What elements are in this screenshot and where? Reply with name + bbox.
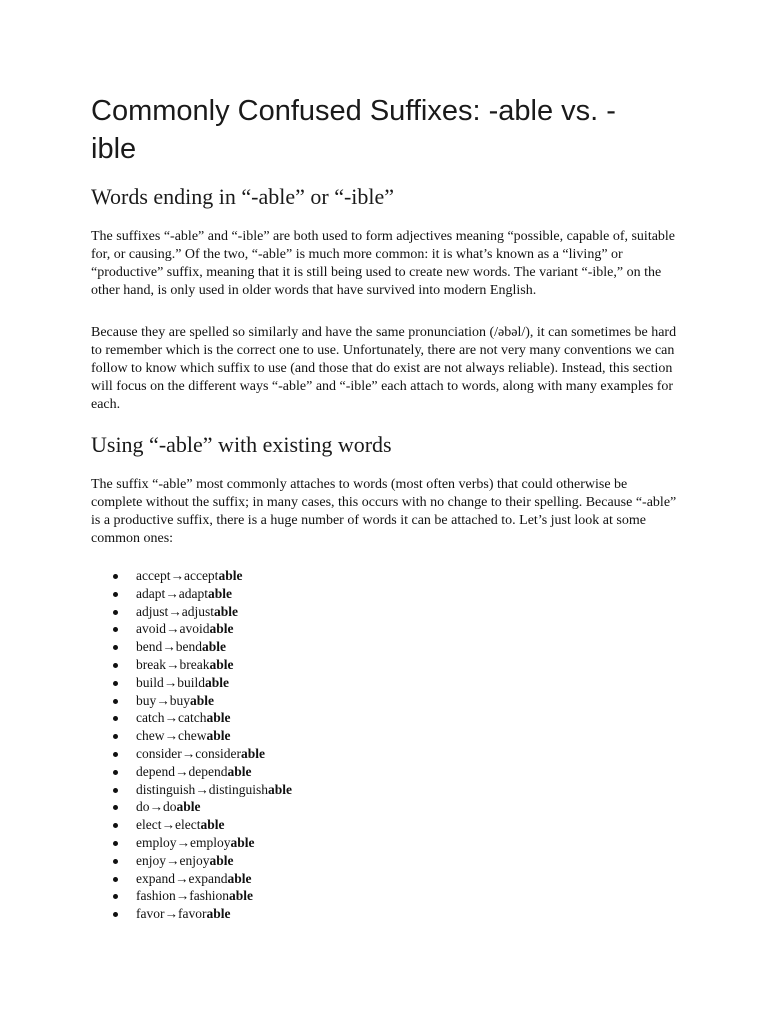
derived-suffix: able: [240, 745, 265, 761]
bullet-icon: [113, 610, 118, 615]
bullet-icon: [113, 734, 118, 739]
bullet-icon: [113, 805, 118, 810]
list-item: [111, 816, 292, 834]
derived-suffix: able: [218, 568, 243, 583]
base-word: elect: [136, 817, 162, 833]
derived-suffix: able: [206, 906, 231, 922]
derived-suffix: able: [176, 799, 201, 815]
base-word: bend: [136, 639, 163, 655]
list-item: [111, 656, 292, 674]
paragraph-intro: The suffixes “-able” and “-ible” are both used to form adjectives meaning “possible, capable of, suitable for, or causing.” Of the two, “-able” is much more common: it is what’s known as a “living” or “productive” suffix, meaning that it is still being used to create new words. The variant “-ible,” on the other hand, is only used in older words that have survived into modern English.: [91, 229, 676, 298]
derived-suffix: able: [208, 585, 233, 601]
arrow-icon: →: [162, 639, 176, 655]
section-heading-using-able: Using “-able” with existing words: [91, 432, 392, 457]
base-word: employ: [136, 834, 177, 850]
bullet-icon: [113, 592, 118, 597]
list-item: [111, 567, 292, 585]
example-list: [111, 567, 292, 923]
base-word: expand: [136, 870, 175, 886]
arrow-icon: →: [168, 603, 182, 619]
derived-suffix: able: [209, 656, 234, 672]
derived-suffix: able: [205, 674, 230, 690]
list-item: [111, 798, 292, 816]
derived-stem: break: [179, 656, 210, 672]
arrow-icon: →: [166, 852, 180, 868]
base-word: adjust: [136, 603, 169, 619]
bullet-icon: [113, 627, 118, 632]
derived-stem: bend: [175, 639, 202, 655]
bullet-icon: [113, 699, 118, 704]
list-item: [111, 763, 292, 781]
arrow-icon: →: [166, 621, 180, 637]
derived-stem: adjust: [181, 603, 214, 619]
derived-stem: buy: [169, 692, 190, 708]
derived-suffix: able: [209, 621, 234, 637]
list-item: [111, 905, 292, 923]
bullet-icon: [113, 877, 118, 882]
arrow-icon: →: [149, 799, 163, 815]
derived-stem: do: [163, 799, 177, 815]
derived-stem: adapt: [178, 585, 208, 601]
arrow-icon: →: [174, 763, 189, 779]
base-word: accept: [136, 568, 171, 583]
base-word: chew: [136, 728, 165, 744]
arrow-icon: →: [156, 692, 170, 708]
base-word: favor: [136, 906, 165, 922]
list-item: [111, 727, 292, 745]
derived-suffix: able: [268, 781, 293, 797]
list-item: [111, 745, 292, 763]
base-word: fashion: [136, 888, 176, 904]
derived-stem: favor: [177, 906, 207, 922]
base-word: enjoy: [136, 852, 166, 868]
bullet-icon: [113, 574, 118, 579]
list-item: [111, 834, 292, 852]
arrow-icon: →: [164, 728, 178, 744]
paragraph-pronunciation: Because they are spelled so similarly and have the same pronunciation (/əbəl/), it can sometimes be hard to remember which is the correct one to use. Unfortunately, there are not very many conventions we can follow to know which suffix to use (and those that do exist are not always reliable). Instead, this section will focus on the different ways “-able” and “-ible” each attach to words, along with many examples for each.: [91, 325, 677, 412]
derived-stem: fashion: [189, 888, 229, 904]
bullet-icon: [113, 716, 118, 721]
derived-stem: build: [177, 674, 206, 690]
bullet-icon: [113, 841, 118, 846]
list-item: [111, 870, 292, 888]
page-title: Commonly Confused Suffixes: -able vs. -ible: [91, 95, 616, 165]
section-heading-able-ible: Words ending in “-able” or “-ible”: [91, 184, 395, 209]
derived-suffix: able: [229, 888, 254, 904]
derived-suffix: able: [227, 763, 252, 779]
derived-suffix: able: [206, 710, 231, 726]
derived-suffix: able: [209, 852, 234, 868]
list-item: [111, 674, 292, 692]
bullet-icon: [113, 645, 118, 650]
arrow-icon: →: [165, 656, 180, 672]
derived-suffix: able: [206, 728, 231, 744]
arrow-icon: →: [163, 674, 178, 690]
arrow-icon: →: [164, 906, 178, 922]
list-item: [111, 887, 292, 905]
bullet-icon: [113, 770, 118, 775]
bullet-icon: [113, 912, 118, 917]
bullet-icon: [113, 823, 118, 828]
base-word: consider: [136, 745, 182, 761]
bullet-icon: [113, 859, 118, 864]
derived-stem: consider: [195, 745, 241, 761]
list-item: [111, 692, 292, 710]
arrow-icon: →: [175, 888, 190, 904]
list-item: [111, 620, 292, 638]
arrow-icon: →: [195, 781, 209, 797]
derived-suffix: able: [230, 834, 255, 850]
bullet-icon: [113, 788, 118, 793]
base-word: buy: [136, 692, 157, 708]
base-word: break: [136, 656, 166, 672]
derived-stem: distinguish: [208, 781, 269, 797]
bullet-icon: [113, 894, 118, 899]
derived-suffix: able: [214, 603, 239, 619]
base-word: catch: [136, 710, 165, 726]
derived-stem: depend: [188, 763, 228, 779]
bullet-icon: [113, 681, 118, 686]
paragraph-able-usage: The suffix “-able” most commonly attaches to words (most often verbs) that could otherwise be complete without the suffix; in many cases, this occurs with no change to their spelling. Because “-able” is a productive suffix, there is a huge number of words it can be attached to. Let’s just look at some common ones:: [91, 477, 677, 546]
bullet-icon: [113, 752, 118, 757]
base-word: do: [136, 799, 150, 815]
list-item: [111, 852, 292, 870]
derived-suffix: able: [190, 692, 215, 708]
derived-suffix: able: [227, 870, 252, 886]
arrow-icon: →: [170, 568, 184, 583]
arrow-icon: →: [176, 834, 190, 850]
list-item: [111, 709, 292, 727]
derived-stem: employ: [190, 834, 231, 850]
derived-stem: chew: [177, 728, 207, 744]
arrow-icon: →: [164, 710, 178, 726]
list-item: [111, 585, 292, 603]
base-word: build: [136, 674, 164, 690]
derived-stem: enjoy: [179, 852, 210, 868]
derived-stem: expand: [188, 870, 228, 886]
base-word: avoid: [136, 621, 166, 637]
arrow-icon: →: [161, 817, 175, 833]
bullet-icon: [113, 663, 118, 668]
list-item: [111, 638, 292, 656]
base-word: depend: [136, 763, 175, 779]
derived-suffix: able: [200, 817, 225, 833]
derived-stem: accept: [183, 568, 219, 583]
derived-stem: avoid: [179, 621, 210, 637]
arrow-icon: →: [181, 745, 196, 761]
arrow-icon: →: [165, 585, 179, 601]
derived-stem: catch: [177, 710, 207, 726]
arrow-icon: →: [174, 870, 189, 886]
list-item: [111, 603, 292, 621]
derived-suffix: able: [202, 639, 227, 655]
list-item: [111, 781, 292, 799]
base-word: adapt: [136, 585, 166, 601]
base-word: distinguish: [136, 781, 196, 797]
derived-stem: elect: [174, 817, 201, 833]
